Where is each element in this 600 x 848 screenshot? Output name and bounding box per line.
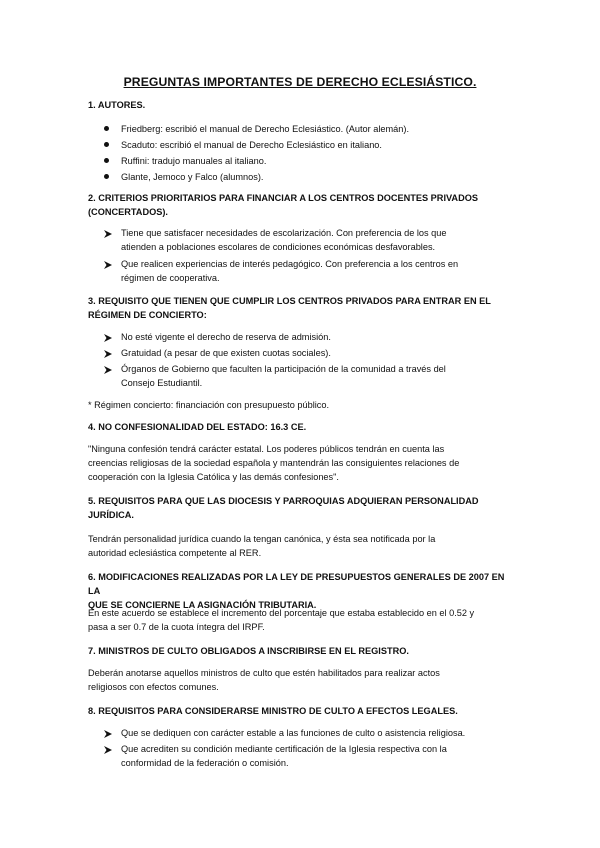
list-item-line: Tiene que satisfacer necesidades de escolarización. Con preferencia de los que bbox=[121, 228, 447, 238]
heading-line: (CONCERTADOS). bbox=[88, 207, 168, 217]
heading-line: 2. CRITERIOS PRIORITARIOS PARA FINANCIAR A LOS CENTROS DOCENTES PRIVADOS bbox=[88, 193, 478, 203]
section-8-heading: 8. REQUISITOS PARA CONSIDERARSE MINISTRO DE CULTO A EFECTOS LEGALES. bbox=[88, 706, 458, 716]
bullet-dot-icon bbox=[104, 142, 109, 147]
arrow-bullet-icon bbox=[103, 745, 113, 755]
heading-line: 6. MODIFICACIONES REALIZADAS POR LA LEY DE PRESUPUESTOS GENERALES DE 2007 EN LA bbox=[88, 572, 505, 596]
list-item-line: atienden a poblaciones escolares de condiciones económicas desfavorables. bbox=[121, 242, 436, 252]
section-7-text bbox=[88, 666, 518, 694]
section-3-note: * Régimen concierto: financiación con presupuesto público. bbox=[88, 400, 330, 410]
paragraph-line: religiosos con efectos comunes. bbox=[88, 682, 219, 692]
section-7-heading: 7. MINISTROS DE CULTO OBLIGADOS A INSCRIBIRSE EN EL REGISTRO. bbox=[88, 646, 409, 656]
list-item bbox=[121, 742, 521, 770]
paragraph-line: "Ninguna confesión tendrá carácter estatal. Los poderes públicos tendrán en cuenta las bbox=[88, 444, 445, 454]
paragraph-line: En este acuerdo se establece el incremento del porcentaje que estaba establecido en el 0.52 y bbox=[88, 608, 475, 618]
arrow-bullet-icon bbox=[103, 365, 113, 375]
section-3-heading bbox=[88, 294, 518, 322]
heading-line: QUE SE CONCIERNE LA ASIGNACIÓN TRIBUTARIA. bbox=[88, 600, 317, 610]
list-item bbox=[121, 226, 521, 254]
arrow-bullet-icon bbox=[103, 349, 113, 359]
list-item: No esté vigente el derecho de reserva de admisión. bbox=[121, 332, 331, 342]
heading-line: RÉGIMEN DE CONCIERTO: bbox=[88, 310, 207, 320]
paragraph-line: creencias religiosas de la sociedad española y mantendrán las consiguientes relaciones de bbox=[88, 458, 460, 468]
list-item-line: Consejo Estudiantil. bbox=[121, 378, 203, 388]
heading-line: JURÍDICA. bbox=[88, 510, 134, 520]
list-item-line: régimen de cooperativa. bbox=[121, 273, 220, 283]
section-4-text bbox=[88, 442, 518, 484]
bullet-dot-icon bbox=[104, 126, 109, 131]
arrow-bullet-icon bbox=[103, 729, 113, 739]
arrow-bullet-icon bbox=[103, 229, 113, 239]
paragraph-line: Deberán anotarse aquellos ministros de culto que estén habilitados para realizar actos bbox=[88, 668, 440, 678]
paragraph-line: Tendrán personalidad jurídica cuando la tengan canónica, y ésta sea notificada por la bbox=[88, 534, 436, 544]
bullet-dot-icon bbox=[104, 158, 109, 163]
list-item bbox=[121, 257, 521, 285]
section-4-heading: 4. NO CONFESIONALIDAD DEL ESTADO: 16.3 CE. bbox=[88, 422, 307, 432]
list-item-line: Que acrediten su condición mediante certificación de la Iglesia respectiva con la bbox=[121, 744, 447, 754]
list-item: Ruffini: tradujo manuales al italiano. bbox=[121, 156, 267, 166]
list-item-line: conformidad de la federación o comisión. bbox=[121, 758, 289, 768]
section-6-text bbox=[88, 606, 518, 634]
list-item: Scaduto: escribió el manual de Derecho Eclesiástico en italiano. bbox=[121, 140, 382, 150]
list-item-line: Órganos de Gobierno que faculten la participación de la comunidad a través del bbox=[121, 364, 446, 374]
document-title: PREGUNTAS IMPORTANTES DE DERECHO ECLESIÁSTICO. bbox=[123, 75, 477, 89]
list-item: Glante, Jemoco y Falco (alumnos). bbox=[121, 172, 264, 182]
paragraph-line: autoridad eclesiástica competente al RER. bbox=[88, 548, 262, 558]
list-item bbox=[121, 362, 521, 390]
section-5-heading bbox=[88, 494, 518, 522]
heading-line: 3. REQUISITO QUE TIENEN QUE CUMPLIR LOS CENTROS PRIVADOS PARA ENTRAR EN EL bbox=[88, 296, 491, 306]
list-item: Gratuidad (a pesar de que existen cuotas sociales). bbox=[121, 348, 331, 358]
bullet-dot-icon bbox=[104, 174, 109, 179]
list-item-line: Que realicen experiencias de interés pedagógico. Con preferencia a los centros en bbox=[121, 259, 459, 269]
arrow-bullet-icon bbox=[103, 333, 113, 343]
section-1-heading: 1. AUTORES. bbox=[88, 100, 146, 110]
heading-line: 5. REQUISITOS PARA QUE LAS DIOCESIS Y PARROQUIAS ADQUIERAN PERSONALIDAD bbox=[88, 496, 479, 506]
arrow-bullet-icon bbox=[103, 260, 113, 270]
section-5-text bbox=[88, 532, 518, 560]
paragraph-line: pasa a ser 0.7 de la cuota íntegra del IRPF. bbox=[88, 622, 265, 632]
paragraph-line: cooperación con la Iglesia Católica y las demás confesiones". bbox=[88, 472, 339, 482]
list-item: Friedberg: escribió el manual de Derecho Eclesiástico. (Autor alemán). bbox=[121, 124, 410, 134]
section-2-heading bbox=[88, 191, 518, 219]
list-item: Que se dediquen con carácter estable a las funciones de culto o asistencia religiosa. bbox=[121, 728, 466, 738]
